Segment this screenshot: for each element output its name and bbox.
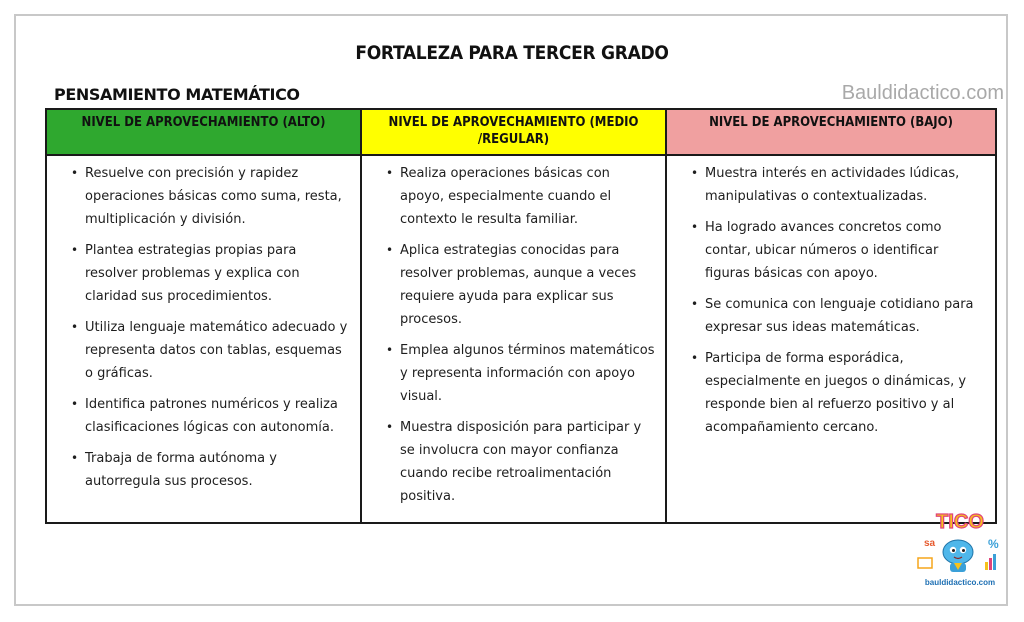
levels-table: [45, 108, 997, 524]
bullet-icon: •: [691, 220, 699, 234]
bullet-icon: •: [386, 166, 394, 180]
bullet-icon: •: [386, 343, 394, 357]
bullet-icon: •: [691, 351, 699, 365]
logo-url: bauldidactico.com: [924, 578, 996, 587]
bar-chart-icon: [985, 562, 988, 570]
page-title: FORTALEZA PARA TERCER GRADO: [355, 42, 669, 64]
list-item: • Realiza operaciones básicas con apoyo, especialmente cuando el contexto le resulta familiar.: [376, 162, 657, 231]
cell-medio: [361, 155, 666, 523]
list-item: • Resuelve con precisión y rapidez operaciones básicas como suma, resta, multiplicación y división.: [61, 162, 352, 231]
list-item: • Trabaja de forma autónoma y autorregula sus procesos.: [61, 447, 352, 493]
list-item: • Emplea algunos términos matemáticos y representa información con apoyo visual.: [376, 339, 657, 408]
list-item: • Aplica estrategias conocidas para resolver problemas, aunque a veces requiere ayuda para explicar sus procesos.: [376, 239, 657, 331]
percent-icon: %: [988, 537, 999, 551]
list-item: • Utiliza lenguaje matemático adecuado y representa datos con tablas, esquemas o gráficas.: [61, 316, 352, 385]
list-alto: [61, 162, 352, 493]
list-medio: [376, 162, 657, 508]
list-item: • Plantea estrategias propias para resolver problemas y explica con claridad sus procedimientos.: [61, 239, 352, 308]
header-bajo: NIVEL DE APROVECHAMIENTO (BAJO): [666, 109, 996, 155]
bullet-icon: •: [386, 420, 394, 434]
content-row: [46, 155, 996, 523]
list-item: • Identifica patrones numéricos y realiza clasificaciones lógicas con autonomía.: [61, 393, 352, 439]
bullet-icon: •: [386, 243, 394, 257]
list-item: • Participa de forma esporádica, especialmente en juegos o dinámicas, y responde bien al refuerzo positivo y al acompañamiento cercano.: [681, 347, 987, 439]
header-medio: NIVEL DE APROVECHAMIENTO (MEDIO /REGULAR): [361, 109, 666, 155]
book-icon: [918, 558, 932, 568]
tico-logo-text: TICO: [936, 511, 984, 533]
mascot-head: [943, 540, 973, 564]
bullet-icon: •: [71, 451, 79, 465]
cell-bajo: [666, 155, 996, 523]
cell-alto: [46, 155, 361, 523]
list-item: • Ha logrado avances concretos como contar, ubicar números o identificar figuras básicas con apoyo.: [681, 216, 987, 285]
bullet-icon: •: [71, 397, 79, 411]
list-item: • Se comunica con lenguaje cotidiano para expresar sus ideas matemáticas.: [681, 293, 987, 339]
list-bajo: [681, 162, 987, 439]
header-row: [46, 109, 996, 155]
bullet-icon: •: [691, 166, 699, 180]
section-subtitle: PENSAMIENTO MATEMÁTICO: [54, 85, 300, 104]
bullet-icon: •: [71, 320, 79, 334]
list-item: • Muestra disposición para participar y se involucra con mayor confianza cuando recibe retroalimentación positiva.: [376, 416, 657, 508]
bullet-icon: •: [71, 166, 79, 180]
header-alto: NIVEL DE APROVECHAMIENTO (ALTO): [46, 109, 361, 155]
list-item: • Muestra interés en actividades lúdicas, manipulativas o contextualizadas.: [681, 162, 987, 208]
bullet-icon: •: [71, 243, 79, 257]
watermark: Bauldidactico.com: [841, 82, 1004, 104]
sa-text: sa: [924, 538, 936, 549]
bullet-icon: •: [691, 297, 699, 311]
